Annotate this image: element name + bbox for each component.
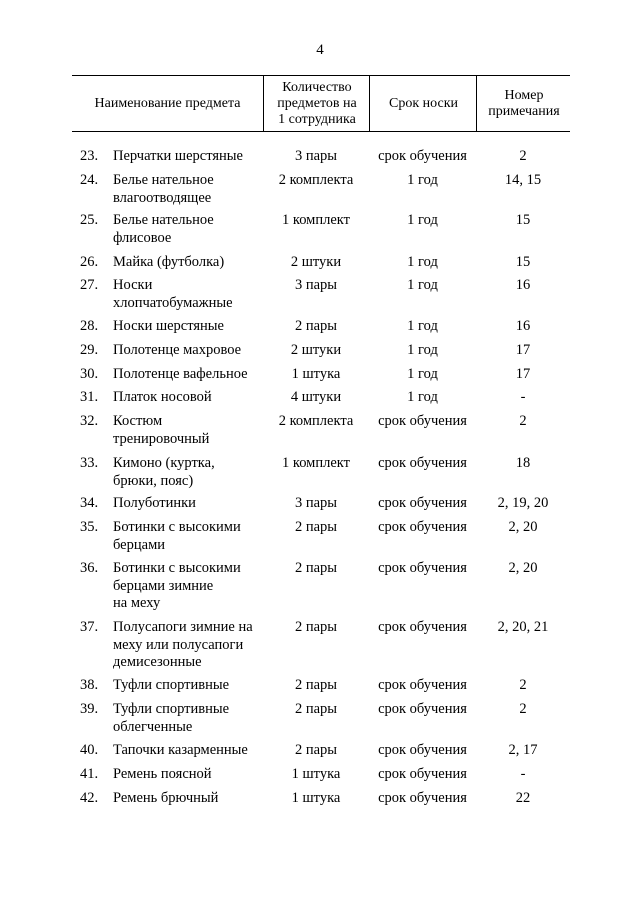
row-number: 42. xyxy=(80,790,99,806)
row-number: 25. xyxy=(80,212,99,228)
item-name: Полусапоги зимние на меху или полусапоги демисезонные xyxy=(113,619,253,670)
item-quantity: 1 комплект xyxy=(282,455,350,471)
row-number: 41. xyxy=(80,766,99,782)
item-wear-term: 1 год xyxy=(407,366,438,382)
item-name: Туфли спортивные облегченные xyxy=(113,701,230,735)
item-quantity: 2 пары xyxy=(294,560,338,576)
item-name: Полуботинки xyxy=(113,495,196,511)
item-quantity: 1 штука xyxy=(291,766,341,782)
item-quantity: 1 комплект xyxy=(282,212,350,228)
row-number: 26. xyxy=(80,254,99,270)
item-note-number: 16 xyxy=(515,277,531,293)
item-quantity: 3 пары xyxy=(294,495,338,511)
item-quantity: 2 пары xyxy=(294,318,338,334)
item-wear-term: срок обучения xyxy=(378,413,467,429)
item-note-number: 2 xyxy=(519,413,527,429)
item-note-number: 18 xyxy=(515,455,531,471)
row-number: 38. xyxy=(80,677,99,693)
row-number: 24. xyxy=(80,172,99,188)
item-note-number: 2 xyxy=(519,701,527,717)
item-note-number: 2, 19, 20 xyxy=(497,495,549,511)
item-name: Ремень поясной xyxy=(113,766,212,782)
item-note-number: 17 xyxy=(515,366,531,382)
item-wear-term: срок обучения xyxy=(378,742,467,758)
item-name: Майка (футболка) xyxy=(113,254,225,270)
item-note-number: 16 xyxy=(515,318,531,334)
item-note-number: 17 xyxy=(515,342,531,358)
item-quantity: 2 пары xyxy=(294,742,338,758)
row-number: 34. xyxy=(80,495,99,511)
page-number: 4 xyxy=(316,42,324,58)
row-number: 23. xyxy=(80,148,99,164)
item-name: Тапочки казарменные xyxy=(113,742,248,758)
item-note-number: 2, 17 xyxy=(508,742,538,758)
item-name: Платок носовой xyxy=(113,389,212,405)
row-number: 40. xyxy=(80,742,99,758)
item-quantity: 2 пары xyxy=(294,677,338,693)
item-quantity: 2 комплекта xyxy=(278,413,354,429)
item-name: Белье нательное флисовое xyxy=(113,212,214,246)
item-wear-term: 1 год xyxy=(407,254,438,270)
row-number: 27. xyxy=(80,277,99,293)
item-quantity: 2 пары xyxy=(294,519,338,535)
item-wear-term: 1 год xyxy=(407,389,438,405)
item-name: Носки хлопчатобумажные xyxy=(113,277,233,311)
header-wear-term: Срок носки xyxy=(369,76,477,131)
item-quantity: 2 штуки xyxy=(290,342,342,358)
item-wear-term: срок обучения xyxy=(378,619,467,635)
item-quantity: 1 штука xyxy=(291,366,341,382)
item-note-number: 15 xyxy=(515,212,531,228)
item-note-number: - xyxy=(520,389,526,405)
item-wear-term: срок обучения xyxy=(378,790,467,806)
header-quantity: Количество предметов на 1 сотрудника xyxy=(263,76,370,131)
item-note-number: - xyxy=(520,766,526,782)
row-number: 35. xyxy=(80,519,99,535)
item-note-number: 2 xyxy=(519,677,527,693)
item-quantity: 3 пары xyxy=(294,277,338,293)
row-number: 32. xyxy=(80,413,99,429)
item-name: Кимоно (куртка, брюки, пояс) xyxy=(113,455,215,489)
item-note-number: 2, 20 xyxy=(508,560,538,576)
item-note-number: 15 xyxy=(515,254,531,270)
item-quantity: 3 пары xyxy=(294,148,338,164)
item-quantity: 2 пары xyxy=(294,619,338,635)
item-wear-term: срок обучения xyxy=(378,766,467,782)
item-wear-term: 1 год xyxy=(407,277,438,293)
item-name: Туфли спортивные xyxy=(113,677,230,693)
item-quantity: 2 пары xyxy=(294,701,338,717)
header-item-name: Наименование предмета xyxy=(94,95,241,111)
item-name: Носки шерстяные xyxy=(113,318,224,334)
item-wear-term: срок обучения xyxy=(378,677,467,693)
item-note-number: 2, 20 xyxy=(508,519,538,535)
item-wear-term: 1 год xyxy=(407,172,438,188)
item-wear-term: срок обучения xyxy=(378,495,467,511)
header-note-number: Номер примечания xyxy=(476,76,571,131)
item-quantity: 2 комплекта xyxy=(278,172,354,188)
row-number: 39. xyxy=(80,701,99,717)
row-number: 37. xyxy=(80,619,99,635)
item-wear-term: срок обучения xyxy=(378,701,467,717)
item-wear-term: срок обучения xyxy=(378,148,467,164)
item-name: Перчатки шерстяные xyxy=(113,148,243,164)
item-note-number: 2, 20, 21 xyxy=(497,619,549,635)
item-name: Костюм тренировочный xyxy=(113,413,210,447)
item-name: Полотенце вафельное xyxy=(113,366,248,382)
item-name: Ботинки с высокими берцами xyxy=(113,519,241,553)
row-number: 31. xyxy=(80,389,99,405)
row-number: 28. xyxy=(80,318,99,334)
row-number: 33. xyxy=(80,455,99,471)
item-wear-term: срок обучения xyxy=(378,455,467,471)
item-name: Полотенце махровое xyxy=(113,342,242,358)
item-wear-term: 1 год xyxy=(407,318,438,334)
item-name: Белье нательное влагоотводящее xyxy=(113,172,214,206)
item-name: Ремень брючный xyxy=(113,790,219,806)
item-wear-term: срок обучения xyxy=(378,560,467,576)
item-wear-term: 1 год xyxy=(407,212,438,228)
item-quantity: 2 штуки xyxy=(290,254,342,270)
item-note-number: 22 xyxy=(515,790,531,806)
row-number: 30. xyxy=(80,366,99,382)
row-number: 36. xyxy=(80,560,99,576)
item-name: Ботинки с высокими берцами зимние на меху xyxy=(113,560,241,611)
item-quantity: 1 штука xyxy=(291,790,341,806)
item-wear-term: срок обучения xyxy=(378,519,467,535)
item-note-number: 14, 15 xyxy=(504,172,542,188)
item-quantity: 4 штуки xyxy=(290,389,342,405)
item-note-number: 2 xyxy=(519,148,527,164)
row-number: 29. xyxy=(80,342,99,358)
item-wear-term: 1 год xyxy=(407,342,438,358)
